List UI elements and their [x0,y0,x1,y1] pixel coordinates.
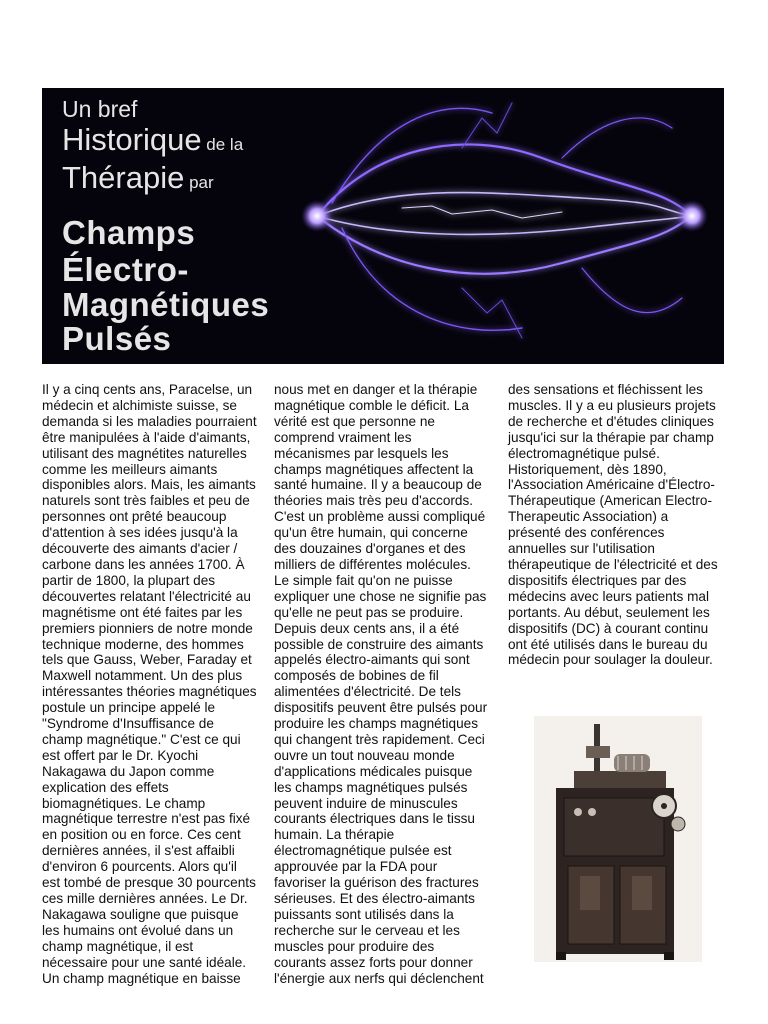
title-line: Magnétiques [62,286,270,323]
subtitle-line-historique: Historique de la [62,122,244,157]
text-column-3 [508,382,728,668]
text-column-1 [42,382,266,986]
title-banner [42,88,724,364]
title-line: Champs [62,214,196,251]
paragraph: Il y a cinq cents ans, Paracelse, un médecin et alchimiste suisse, se demanda si les maladies pourraient être manipulées à l'aide d'aimants, utilisant des magnétites naturelles comme les meilleurs aimants disponibles alors. Mais, les aimants naturels sont très faibles et peu de personnes ont prêté beaucoup d'attention à ses idées jusqu'à la découverte des aimants d'acier / carbone dans les années 1700. À partir de 1800, la plupart des découvertes relatant l'électricité au magnétisme ont été faites par les premiers pionniers de notre monde technique moderne, des hommes tels que Gauss, Weber, Faraday et Maxwell notamment. Un des plus intéressantes théories magnétiques postule un principe appelé le "Syndrome d'Insuffisance de champ magnétique." C'est ce qui est offert par le Dr. Kyochi Nakagawa du Japon comme explication des effets biomagnétiques. Le champ magnétique terrestre n'est pas fixé en position ou en force. Ces cent dernières années, il s'est affaibli d'environ 6 pourcents. Alors qu'il est tombé de presque 30 pourcents ces mille dernières années. Le Dr. Nakagawa souligne que puisque les humains ont évolué dans un champ magnétique, il est nécessaire pour une santé idéale. Un champ magnétique en baisse [42,382,257,986]
paragraph: des sensations et fléchissent les muscles. Il y a eu plusieurs projets de recherche et d'études cliniques jusqu'ici sur la thérapie par champ électromagnétique pulsé. Historiquement, dès 1890, l'Association Américaine d'Électro- Thérapeutique (American Electro- Therapeutic Association) a présenté des conférences annuelles sur l'utilisation thérapeutique de l'électricité et des dispositifs électriques par des médecins avec leurs patients mal portants. Au début, seulement les dispositifs (DC) à courant continu ont été utilisés dans le bureau du médecin pour soulager la douleur. [508,382,718,668]
text-column-2 [274,382,504,986]
title-line: Électro- [62,251,189,288]
subtitle-un-bref: Un bref [62,96,138,122]
subtitle-line-therapie: Thérapie par [62,160,214,195]
electrotherapy-machine-photo [534,716,702,962]
paragraph: nous met en danger et la thérapie magnétique comble le déficit. La vérité est que personne ne comprend vraiment les mécanismes par lesquels les champs magnétiques affectent la santé humaine. Il y a beaucoup de théories mais très peu d'accords. C'est un problème aussi compliqué qu'un être humain, qui concerne des douzaines d'organes et des milliers de différentes molécules. Le simple fait qu'on ne puisse expliquer une chose ne signifie pas qu'elle ne peut pas se produire. Depuis deux cents ans, il a été possible de construire des aimants appelés électro-aimants qui sont composés de bobines de fil alimentées d'électricité. De tels dispositifs peuvent être pulsés pour produire les champs magnétiques qui changent très rapidement. Ceci ouvre un tout nouveau monde d'applications médicales puisque les champs magnétiques pulsés peuvent induire de minuscules courants électriques dans le tissu humain. La thérapie électromagnétique pulsée est approuvée par la FDA pour favoriser la guérison des fractures sérieuses. Et des électro-aimants puissants sont utilisés dans la recherche sur le cerveau et les muscles pour produire des courants assez forts pour donner l'énergie aux nerfs qui déclenchent [274,382,488,986]
title-line: Pulsés [62,320,172,357]
